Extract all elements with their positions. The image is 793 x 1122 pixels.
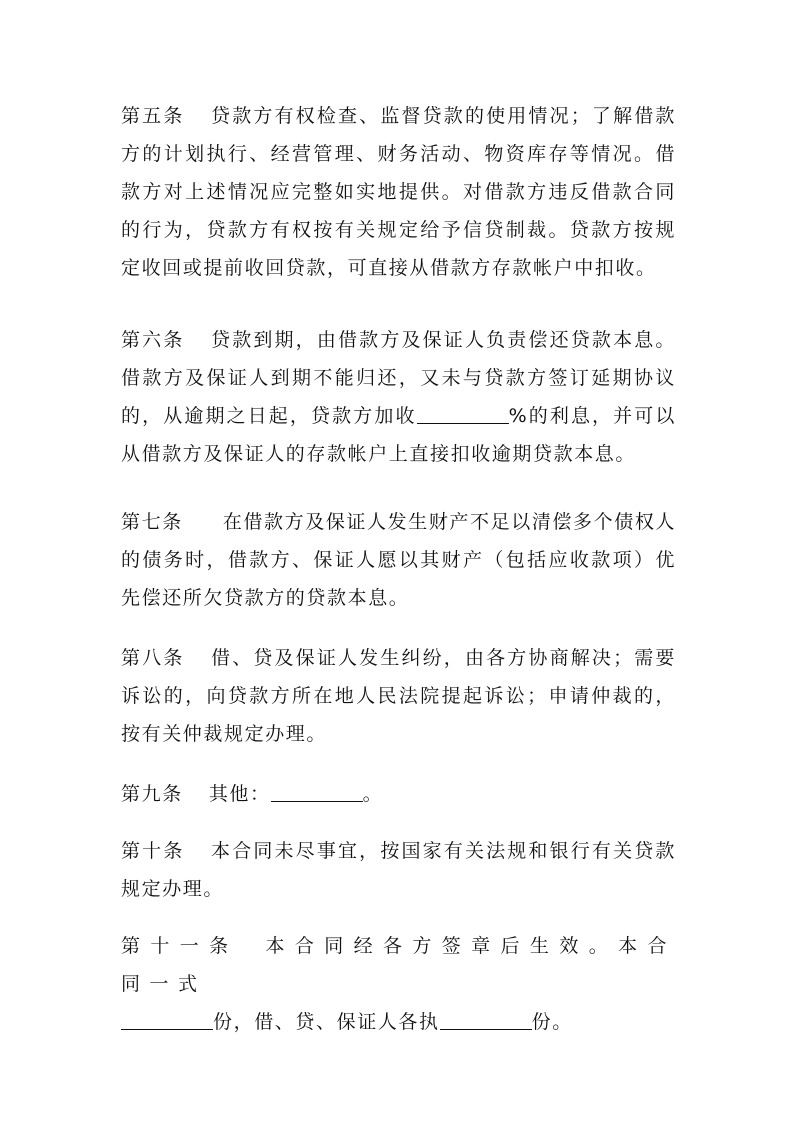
interest-rate-blank[interactable] (417, 403, 509, 424)
article-7 (121, 503, 676, 617)
copies-total-blank[interactable] (121, 1009, 213, 1030)
article-8-heading: 第八条 (121, 647, 185, 669)
article-8 (121, 639, 676, 753)
article-6 (121, 321, 676, 473)
copies-each-blank[interactable] (440, 1009, 532, 1030)
article-11 (121, 927, 676, 1041)
article-6-text-before: 贷款到期，由借款方及保证人负责偿还贷款本息。借款方及保证人到期不能归还，又未与贷款方签订延期协议的，从逾期之日起，贷款方加收 (121, 329, 676, 427)
article-6-heading: 第六条 (121, 329, 185, 351)
article-11-text-mid: 份，借、贷、保证人各执 (213, 1011, 440, 1033)
article-11-text-end: 份。 (531, 1011, 573, 1033)
other-terms-blank[interactable] (271, 781, 363, 802)
article-9-text-after: 。 (362, 783, 384, 805)
article-10-heading: 第十条 (121, 840, 185, 862)
article-6-text-after: %的利息，并可以从借款方及保证人的存款帐户上直接扣收逾期贷款本息。 (121, 405, 676, 465)
article-11-text-line1: 本合同经各方签章后生效。本合同一式 (121, 935, 676, 995)
article-9-heading: 第九条 (121, 783, 183, 805)
article-10 (121, 832, 676, 908)
article-7-text: 在借款方及保证人发生财产不足以清偿多个债权人的债务时，借款方、保证人愿以其财产（包括应收款项）优先偿还所欠贷款方的贷款本息。 (121, 511, 677, 609)
article-10-text: 本合同未尽事宜，按国家有关法规和银行有关贷款规定办理。 (121, 840, 676, 900)
article-8-text: 借、贷及保证人发生纠纷，由各方协商解决；需要诉讼的，向贷款方所在地人民法院提起诉讼；申请仲裁的，按有关仲裁规定办理。 (121, 647, 676, 745)
article-5-heading: 第五条 (121, 105, 185, 127)
article-11-heading: 第十一条 (121, 935, 239, 957)
article-5-text: 贷款方有权检查、监督贷款的使用情况；了解借款方的计划执行、经营管理、财务活动、物资库存等情况。借款方对上述情况应完整如实地提供。对借款方违反借款合同的行为，贷款方有权按有关规定给予信贷制裁。贷款方按规定收回或提前收回贷款，可直接从借款方存款帐户中扣收。 (121, 105, 676, 279)
article-9-text-before: 其他： (208, 783, 271, 805)
article-7-heading: 第七条 (121, 511, 183, 533)
article-5 (121, 97, 676, 287)
article-9 (121, 775, 676, 813)
